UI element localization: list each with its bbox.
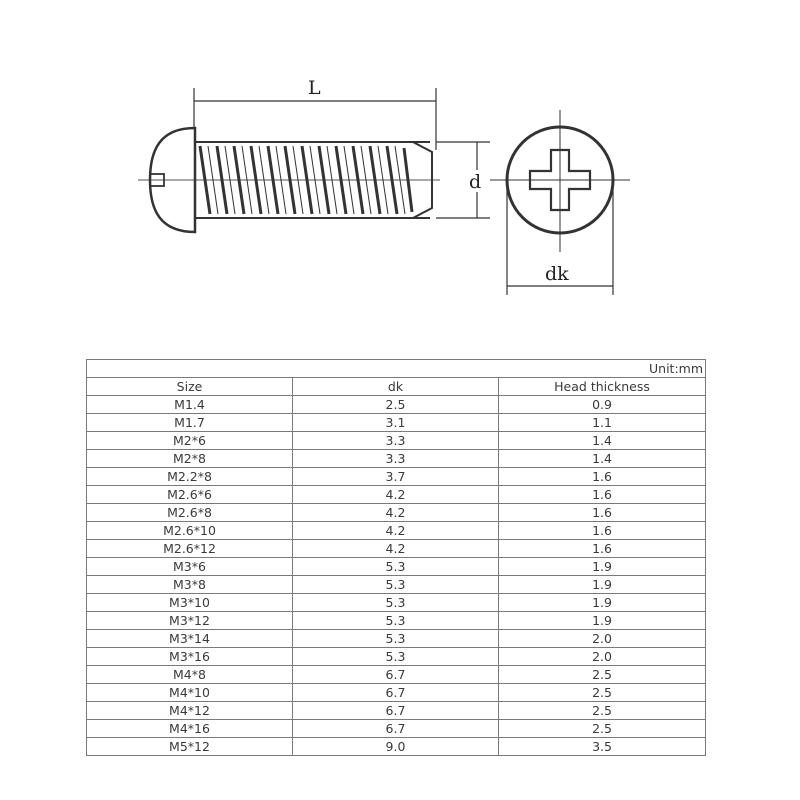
cell-size: M2.2*8	[87, 468, 293, 486]
cell-head-thickness: 2.5	[499, 720, 706, 738]
cell-dk: 9.0	[293, 738, 499, 756]
cell-dk: 4.2	[293, 486, 499, 504]
cell-head-thickness: 1.6	[499, 468, 706, 486]
table-row	[87, 720, 706, 738]
diameter-dimension	[436, 142, 490, 218]
cell-dk: 5.3	[293, 576, 499, 594]
cell-size: M2*6	[87, 432, 293, 450]
table-row	[87, 630, 706, 648]
table-row	[87, 414, 706, 432]
cell-size: M4*10	[87, 684, 293, 702]
table-row	[87, 558, 706, 576]
cell-size: M3*8	[87, 576, 293, 594]
cell-dk: 6.7	[293, 702, 499, 720]
cell-size: M4*16	[87, 720, 293, 738]
cell-size: M3*14	[87, 630, 293, 648]
header-size: Size	[87, 378, 293, 396]
cell-dk: 5.3	[293, 630, 499, 648]
cell-head-thickness: 2.0	[499, 648, 706, 666]
cell-head-thickness: 3.5	[499, 738, 706, 756]
cell-head-thickness: 1.9	[499, 576, 706, 594]
table-row	[87, 576, 706, 594]
table-row	[87, 684, 706, 702]
cell-head-thickness: 2.5	[499, 666, 706, 684]
cell-dk: 4.2	[293, 540, 499, 558]
header-head-thickness: Head thickness	[499, 378, 706, 396]
table-row	[87, 738, 706, 756]
cell-size: M1.7	[87, 414, 293, 432]
cell-head-thickness: 1.6	[499, 540, 706, 558]
table-row	[87, 432, 706, 450]
cell-head-thickness: 0.9	[499, 396, 706, 414]
cell-head-thickness: 2.5	[499, 684, 706, 702]
cell-head-thickness: 1.1	[499, 414, 706, 432]
table-row	[87, 522, 706, 540]
table-row	[87, 396, 706, 414]
cell-head-thickness: 1.9	[499, 558, 706, 576]
cell-dk: 5.3	[293, 612, 499, 630]
screw-dimension-diagram	[0, 0, 800, 330]
cell-dk: 6.7	[293, 720, 499, 738]
cell-size: M4*8	[87, 666, 293, 684]
table-row	[87, 612, 706, 630]
diameter-label: d	[469, 171, 482, 193]
cell-dk: 6.7	[293, 666, 499, 684]
cell-dk: 6.7	[293, 684, 499, 702]
table-row	[87, 702, 706, 720]
cell-head-thickness: 1.6	[499, 504, 706, 522]
cell-head-thickness: 1.4	[499, 450, 706, 468]
table-row	[87, 468, 706, 486]
cell-head-thickness: 1.9	[499, 612, 706, 630]
table-row	[87, 450, 706, 468]
cell-size: M5*12	[87, 738, 293, 756]
cell-size: M2.6*10	[87, 522, 293, 540]
screw-head-top-view	[490, 110, 630, 252]
cell-head-thickness: 2.5	[499, 702, 706, 720]
screw-side-view	[138, 128, 440, 232]
head-diameter-label: dk	[545, 263, 569, 285]
cell-size: M2.6*12	[87, 540, 293, 558]
table-row	[87, 504, 706, 522]
header-dk: dk	[293, 378, 499, 396]
header-row	[87, 378, 706, 396]
cell-dk: 5.3	[293, 558, 499, 576]
cell-size: M2.6*8	[87, 504, 293, 522]
cell-head-thickness: 1.9	[499, 594, 706, 612]
cell-head-thickness: 1.6	[499, 522, 706, 540]
unit-label: Unit:mm	[87, 360, 706, 378]
screw-spec-table	[86, 359, 706, 756]
cell-dk: 3.3	[293, 450, 499, 468]
cell-head-thickness: 1.6	[499, 486, 706, 504]
cell-size: M4*12	[87, 702, 293, 720]
cell-dk: 3.3	[293, 432, 499, 450]
table-row	[87, 594, 706, 612]
cell-head-thickness: 1.4	[499, 432, 706, 450]
cell-dk: 4.2	[293, 504, 499, 522]
cell-size: M2*8	[87, 450, 293, 468]
cell-head-thickness: 2.0	[499, 630, 706, 648]
length-label: L	[308, 77, 321, 99]
cell-dk: 3.7	[293, 468, 499, 486]
table-row	[87, 648, 706, 666]
table-row	[87, 486, 706, 504]
table-row	[87, 666, 706, 684]
cell-size: M3*16	[87, 648, 293, 666]
cell-size: M3*10	[87, 594, 293, 612]
table-row	[87, 540, 706, 558]
cell-dk: 5.3	[293, 594, 499, 612]
cell-size: M2.6*6	[87, 486, 293, 504]
cell-size: M3*12	[87, 612, 293, 630]
unit-row	[87, 360, 706, 378]
cell-dk: 4.2	[293, 522, 499, 540]
cell-dk: 2.5	[293, 396, 499, 414]
cell-size: M1.4	[87, 396, 293, 414]
cell-dk: 5.3	[293, 648, 499, 666]
cell-dk: 3.1	[293, 414, 499, 432]
cell-size: M3*6	[87, 558, 293, 576]
